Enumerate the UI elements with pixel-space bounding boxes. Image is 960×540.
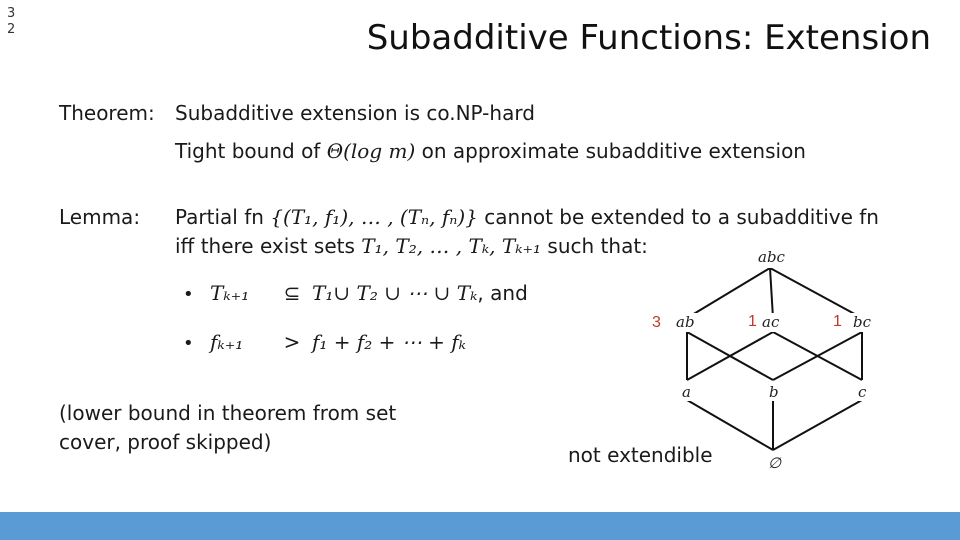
edge-c-empty [773,400,862,450]
lemma-line-1 [175,205,879,229]
node-empty-set: ∅ [768,454,782,472]
lattice-edges [687,268,862,450]
proof-note: (lower bound in theorem from set cover, proof skipped) [59,401,397,454]
lemma-line1-suffix: cannot be extended to a subadditive fn [477,205,879,229]
footer-accent-bar [0,512,960,540]
lemma-bullet-2 [210,330,466,354]
bullet2-rhs: f₁ + f₂ + ⋯ + fₖ [312,330,466,354]
bullet2-lhs: fₖ₊₁ [210,330,244,354]
node-bc: bc [853,313,872,331]
theorem-bound-prefix: Tight bound of [175,139,327,163]
edge-abc-ac [770,268,773,318]
slide-number: 32 [7,6,16,37]
bullet-marker: • [183,284,194,305]
lemma-line2-prefix: iff there exist sets [175,234,362,258]
theorem-bound-suffix: on approximate subadditive extension [415,139,806,163]
edge-abc-ab [687,268,770,318]
weight-ac: 1 [748,313,757,330]
node-abc: abc [758,248,785,266]
edge-abc-bc [770,268,862,318]
node-ab: ab [676,313,695,331]
weight-ab: 3 [652,314,661,331]
node-a: a [682,383,691,401]
bullet1-op: ⊆ [283,281,301,305]
bullet2-op: > [283,330,301,354]
bullet1-rhs: T₁∪ T₂ ∪ ⋯ ∪ Tₖ [312,281,478,305]
theorem-bound [175,139,806,163]
theorem-label: Theorem: [59,101,155,125]
lemma-bullet-1 [210,281,528,305]
bullet1-lhs: Tₖ₊₁ [210,281,250,305]
theorem-bound-math: Θ(log m) [326,139,416,163]
bullet-marker: • [183,333,194,354]
lemma-line2-math: T₁, T₂, … , Tₖ, Tₖ₊₁ [361,234,542,258]
lattice-nodes [674,248,876,472]
bullet1-tail: , and [477,281,528,305]
lemma-label: Lemma: [59,205,141,229]
diagram-caption: not extendible [568,443,713,467]
node-c: c [858,383,867,401]
node-b: b [769,383,779,401]
lemma-line1-prefix: Partial fn [175,205,271,229]
weight-bc: 1 [833,313,842,330]
lemma-line1-math: {(T₁, f₁), … , (Tₙ, fₙ)} [270,205,478,229]
node-ac: ac [762,313,780,331]
theorem-statement: Subadditive extension is co.NP-hard [175,101,535,125]
lemma-line2-suffix: such that: [541,234,648,258]
lemma-line-2 [175,234,648,258]
slide-title: Subadditive Functions: Extension [366,18,931,58]
